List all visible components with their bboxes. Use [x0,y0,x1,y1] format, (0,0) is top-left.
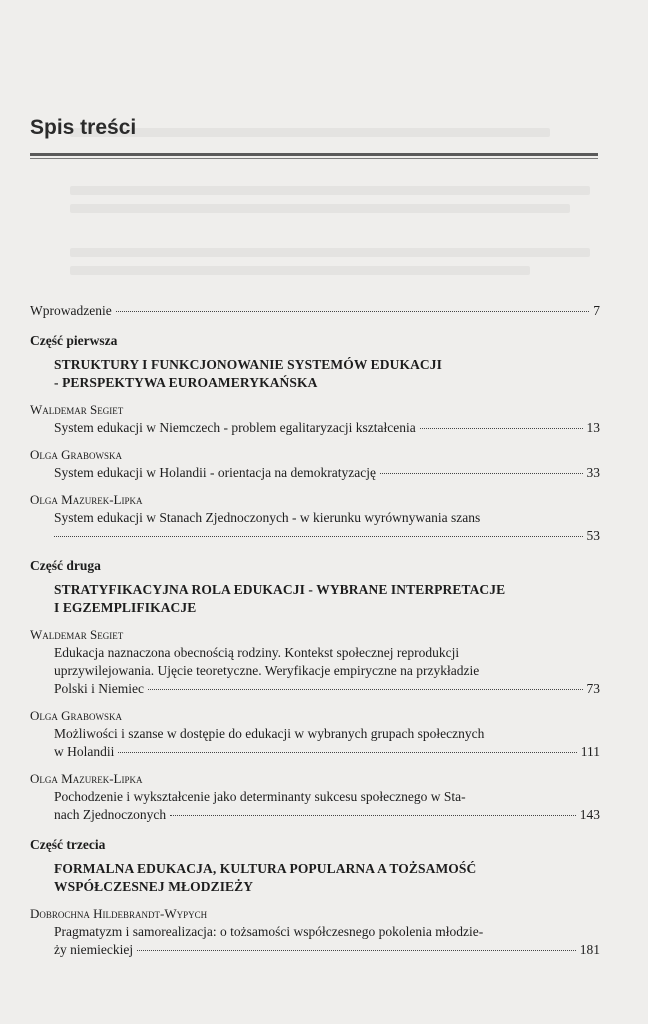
dot-leader [420,428,583,429]
part-title [54,581,600,617]
toc-entry [54,509,600,545]
show-through-line [70,128,550,137]
page-number: 7 [593,303,600,318]
toc-entry [54,419,600,437]
show-through-line [70,204,570,213]
entry-leader-row [54,527,600,545]
dot-leader [380,473,582,474]
author-name: Olga Mazurek-Lipka [30,492,143,507]
entry-title: System edukacji w Niemczech - problem egalitaryzacji kształcenia [54,420,416,435]
entry-title-line: Pochodzenie i wykształcenie jako determinanty sukcesu społecznego w Sta- [54,789,466,804]
page-number: 53 [586,528,600,543]
toc-entry [54,644,600,698]
part-title-line: - PERSPEKTYWA EUROAMERYKAŃSKA [54,375,318,390]
author-name: Waldemar Segiet [30,402,124,417]
dot-leader [116,311,590,312]
author-name: Olga Grabowska [30,708,123,723]
part-title [54,860,600,896]
dot-leader [118,752,576,753]
toc-entry [54,464,600,482]
part-title-line: STRUKTURY I FUNKCJONOWANIE SYSTEMÓW EDUKACJI [54,357,442,372]
toc-entry-intro [30,302,600,320]
entry-title-line: Możliwości i szanse w dostępie do edukacji w wybranych grupach społecznych [54,726,485,741]
part-title-line: WSPÓŁCZESNEJ MŁODZIEŻY [54,879,254,894]
entry-title-line: Polski i Niemiec [54,681,144,696]
part-title-line: STRATYFIKACYJNA ROLA EDUKACJI - WYBRANE INTERPRETACJE [54,582,506,597]
show-through-line [70,186,590,195]
toc-entry [54,725,600,761]
toc-entry [54,923,600,959]
author-name: Olga Mazurek-Lipka [30,771,143,786]
table-of-contents [30,302,600,959]
entry-title-line: uprzywilejowania. Ujęcie teoretyczne. Weryfikacje empiryczne na przykładzie [54,663,480,678]
page-number: 111 [580,744,600,759]
entry-title-line: w Holandii [54,744,115,759]
page-number: 73 [586,681,600,696]
entry-title-line: ży niemieckiej [54,942,134,957]
dot-leader [170,815,576,816]
author-name: Waldemar Segiet [30,627,124,642]
part-label: Część trzecia [30,837,106,852]
page-number: 143 [579,807,600,822]
part-title-line: FORMALNA EDUKACJA, KULTURA POPULARNA A TOŻSAMOŚĆ [54,861,477,876]
part-title-line: I EGZEMPLIFIKACJE [54,600,197,615]
entry-title-line: Pragmatyzm i samorealizacja: o tożsamości współczesnego pokolenia młodzie- [54,924,484,939]
dot-leader [54,536,583,537]
entry-leader-row [54,743,600,761]
entry-title: System edukacji w Stanach Zjednoczonych - w kierunku wyrównywania szans [54,510,481,525]
entry-title-line: Edukacja naznaczona obecnością rodziny. Kontekst społecznej reprodukcji [54,645,460,660]
entry-leader-row [54,806,600,824]
author-name: Dobrochna Hildebrandt-Wypych [30,906,208,921]
dot-leader [148,689,583,690]
toc-entry [54,788,600,824]
page-number: 13 [586,420,600,435]
entry-title: System edukacji w Holandii - orientacja na demokratyzację [54,465,377,480]
page-number: 33 [586,465,600,480]
page-title: Spis treści [30,116,137,139]
title-rule [30,153,598,156]
part-title [54,356,600,392]
title-rule-thin [30,158,598,159]
show-through-line [70,266,530,275]
part-label: Część pierwsza [30,333,118,348]
author-name: Olga Grabowska [30,447,123,462]
dot-leader [137,950,576,951]
entry-leader-row [54,680,600,698]
page-number: 181 [579,942,600,957]
show-through-line [70,248,590,257]
entry-leader-row [54,941,600,959]
entry-title-line: nach Zjednoczonych [54,807,167,822]
part-label: Część druga [30,558,101,573]
entry-title: Wprowadzenie [30,303,112,318]
